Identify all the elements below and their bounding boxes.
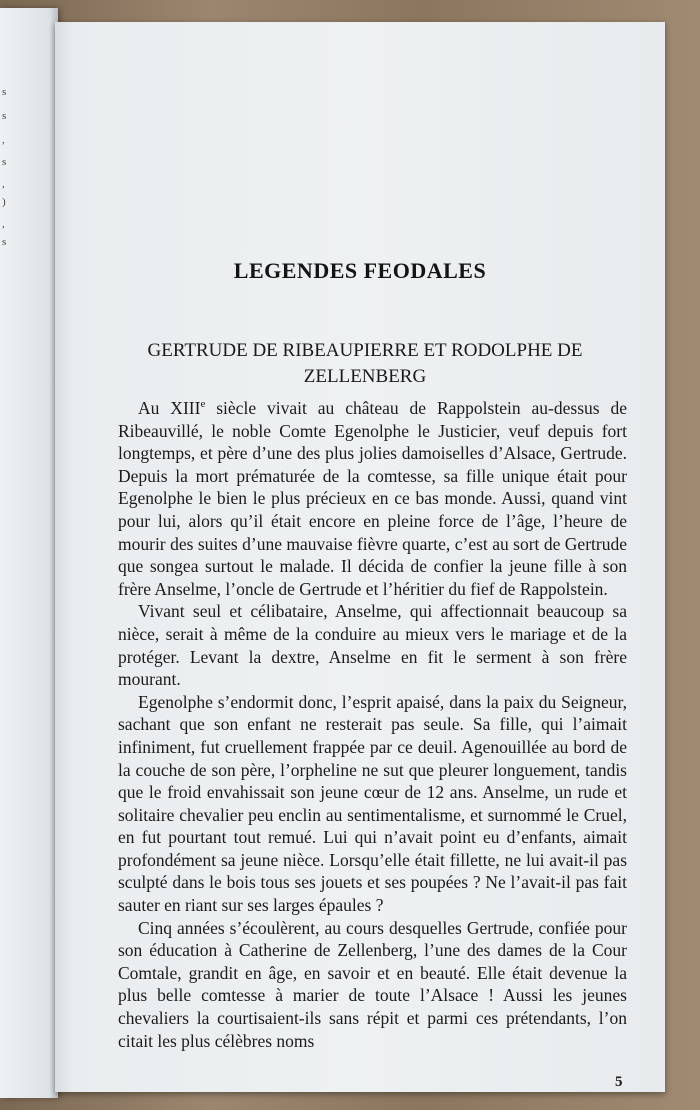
margin-letter: s	[2, 110, 7, 122]
margin-letter: s	[2, 236, 7, 248]
paragraph	[118, 397, 627, 600]
body-text	[118, 397, 627, 1052]
paragraph-rest: siècle vivait au château de Rappolstein au-dessus de Ribeauvillé, le noble Comte Egenolphe le Justicier, veuf depuis fort longtemps, et père d’une des plus jolies damoiselles d’Alsace, Gertrude. Depuis la mort prématurée de la comtesse, sa fille unique était pour Egenolphe le bien le plus précieux en ce bas monde. Aussi, quand vint pour lui, alors qu’il était encore en pleine force de l’âge, l’heure de mourir des suites d’une mauvaise fièvre quarte, c’est au sort de Gertrude que songea surtout le malade. Il décida de confier la jeune fille à son frère Anselme, l’oncle de Gertrude et l’héritier du fief de Rappolstein.	[118, 398, 627, 599]
margin-letter: ,	[2, 134, 5, 146]
margin-letter: )	[2, 196, 6, 208]
paragraph: Egenolphe s’endormit donc, l’esprit apaisé, dans la paix du Seigneur, sachant que son enfant ne resterait pas seule. Sa fille, qui l’aimait infiniment, fut cruellement frappée par ce deuil. Agenouillée au bord de la couche de son père, l’orpheline ne sut que pleurer longuement, tandis que le froid envahissait son jeune cœur de 12 ans. Anselme, un rude et solitaire chevalier peu enclin au sentimentalisme, et surnommé le Cruel, en fut pourtant tout remué. Lui qui n’avait point eu d’enfants, aimait profondément sa jeune nièce. Lorsqu’elle était fillette, ne lui avait-il pas sculpté dans le bois tous ses jouets et ses poupées ? Ne l’avait-il pas fait sauter en riant sur ses larges épaules ?	[118, 691, 627, 916]
page-number: 5	[615, 1074, 623, 1090]
margin-letter: s	[2, 86, 7, 98]
page-title: LEGENDES FEODALES	[233, 258, 487, 283]
left-page-edge	[0, 8, 58, 1098]
margin-letter: ,	[2, 178, 5, 190]
paragraph-start: Au XIII	[138, 398, 201, 418]
superscript: e	[200, 398, 206, 411]
paragraph: Vivant seul et célibataire, Anselme, qui affectionnait beaucoup sa nièce, serait à même de la conduire au mieux vers le mariage et de la protéger. Levant la dextre, Anselme en fit le serment à son frère mourant.	[118, 601, 627, 690]
story-title: GERTRUDE DE RIBEAUPIERRE ET RODOLPHE DE ZELLENBERG	[147, 340, 583, 387]
book-page	[55, 22, 665, 1092]
paragraph: Cinq années s’écoulèrent, au cours desquelles Gertrude, confiée pour son éducation à Catherine de Zellenberg, l’une des dames de la Cour Comtale, grandit en âge, en savoir et en beauté. Elle était devenue la plus belle comtesse à marier de toute l’Alsace ! Aussi les jeunes chevaliers la courtisaient-ils sans répit et parmi ces prétendants, l’on citait les plus célèbres noms	[118, 917, 627, 1051]
margin-letter: s	[2, 156, 7, 168]
margin-letter: ,	[2, 218, 5, 230]
